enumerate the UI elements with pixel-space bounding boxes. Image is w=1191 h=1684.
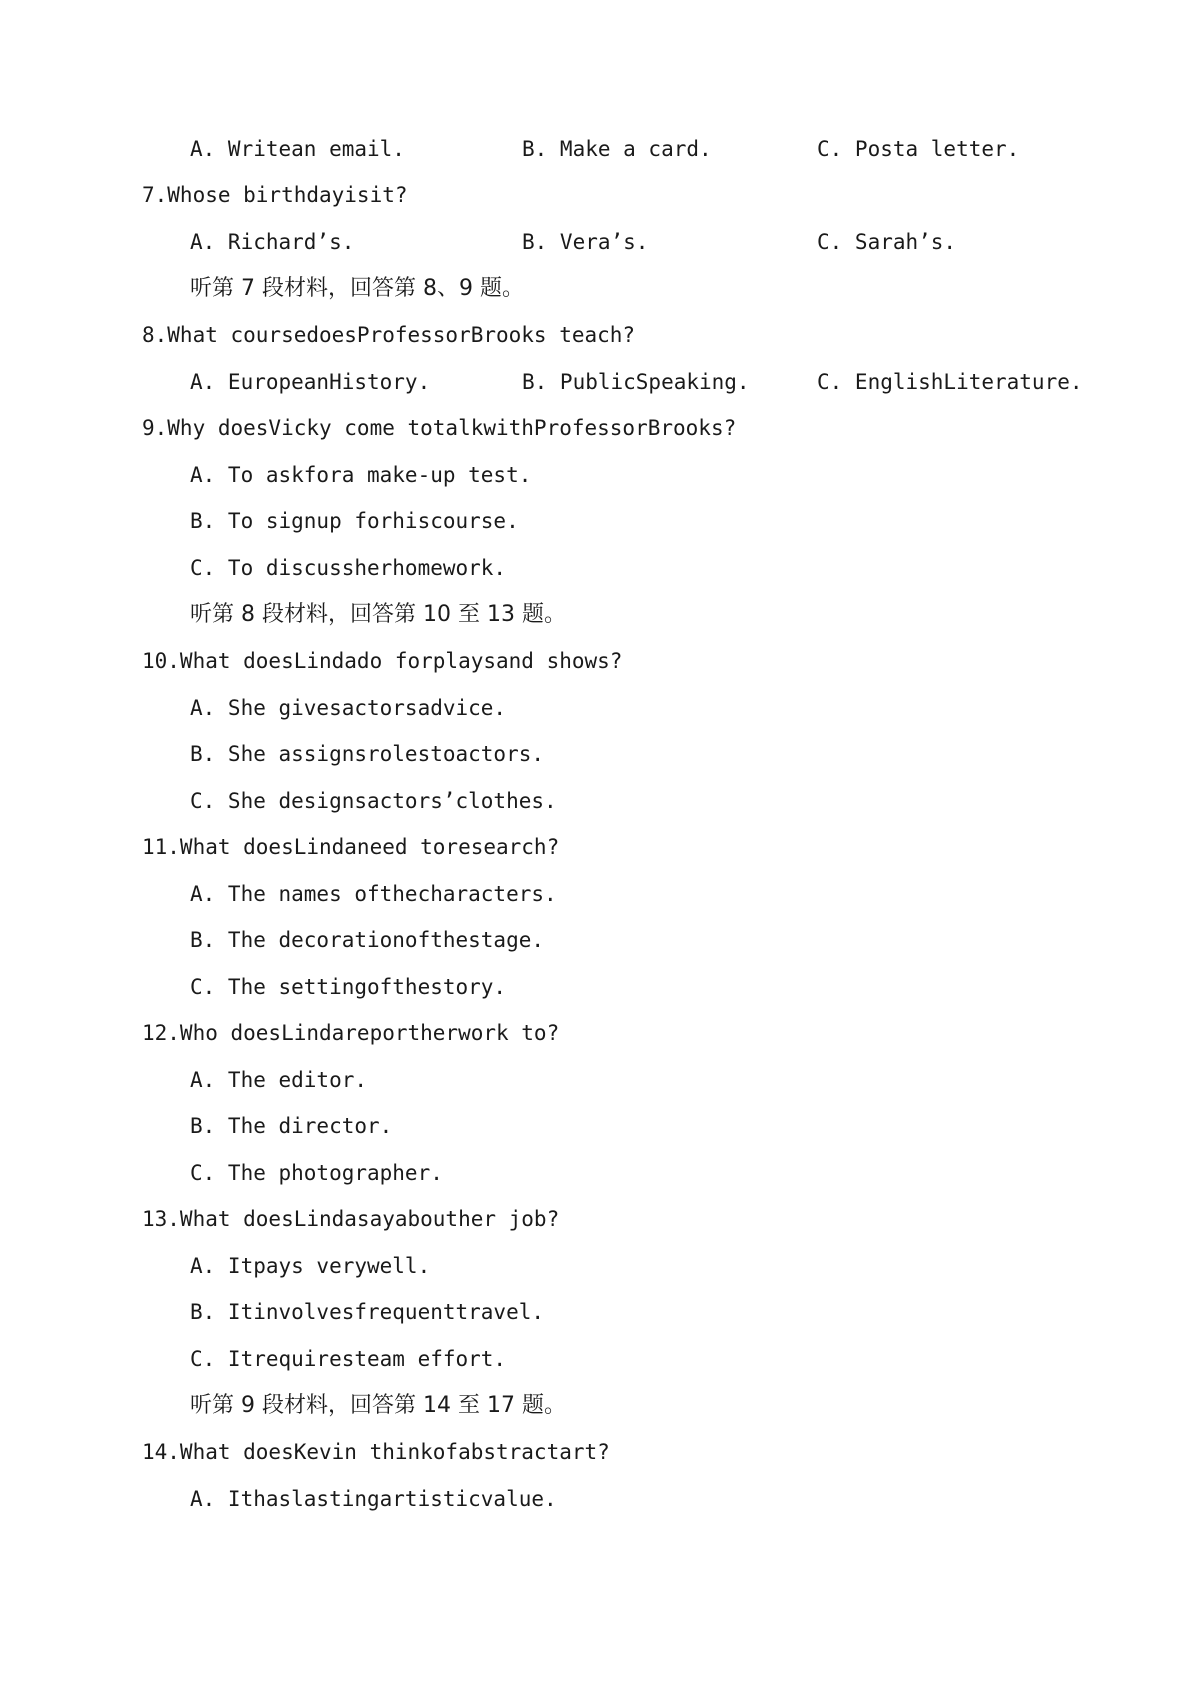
answer-option: C. The photographer. (190, 1161, 443, 1185)
answer-option: C. Itrequiresteam effort. (190, 1347, 507, 1371)
option-c: C. EnglishLiterature. (817, 370, 1083, 394)
answer-option: B. Itinvolvesfrequenttravel. (190, 1300, 545, 1324)
answer-option: C. To discussherhomework. (190, 556, 507, 580)
answer-option: C. The settingofthestory. (190, 975, 507, 999)
option-a: A. EuropeanHistory. (190, 370, 431, 394)
question-stem: 11.What doesLindaneed toresearch? (142, 835, 560, 859)
answer-option: B. She assignsrolestoactors. (190, 742, 545, 766)
question-stem: 7.Whose birthdayisit? (142, 183, 408, 207)
answer-option: B. To signup forhiscourse. (190, 509, 519, 533)
section-instruction: 听第 9 段材料，回答第 14 至 17 题。 (190, 1393, 566, 1418)
answer-option: B. The director. (190, 1114, 393, 1138)
option-b: B. Vera’s. (522, 230, 649, 254)
section-instruction: 听第 8 段材料，回答第 10 至 13 题。 (190, 602, 566, 627)
answer-option: A. The editor. (190, 1068, 368, 1092)
answer-option: B. The decorationofthestage. (190, 928, 545, 952)
answer-option: A. The names ofthecharacters. (190, 882, 557, 906)
answer-option: A. Itpays verywell. (190, 1254, 431, 1278)
option-c: C. Sarah’s. (817, 230, 957, 254)
option-a: A. Writean email. (190, 137, 405, 161)
option-b: B. PublicSpeaking. (522, 370, 750, 394)
answer-option: A. She givesactorsadvice. (190, 696, 507, 720)
question-stem: 8.What coursedoesProfessorBrooks teach? (142, 323, 636, 347)
question-stem: 10.What doesLindado forplaysand shows? (142, 649, 623, 673)
question-stem: 12.Who doesLindareportherwork to? (142, 1021, 560, 1045)
option-c: C. Posta letter. (817, 137, 1020, 161)
section-instruction: 听第 7 段材料，回答第 8、9 题。 (190, 276, 524, 301)
option-b: B. Make a card. (522, 137, 712, 161)
answer-option: A. Ithaslastingartisticvalue. (190, 1487, 557, 1511)
question-stem: 9.Why doesVicky come totalkwithProfessorBrooks? (142, 416, 737, 440)
answer-option: A. To askfora make-up test. (190, 463, 532, 487)
question-stem: 13.What doesLindasayabouther job? (142, 1207, 560, 1231)
answer-option: C. She designsactors’clothes. (190, 789, 557, 813)
option-a: A. Richard’s. (190, 230, 355, 254)
question-stem: 14.What doesKevin thinkofabstractart? (142, 1440, 610, 1464)
